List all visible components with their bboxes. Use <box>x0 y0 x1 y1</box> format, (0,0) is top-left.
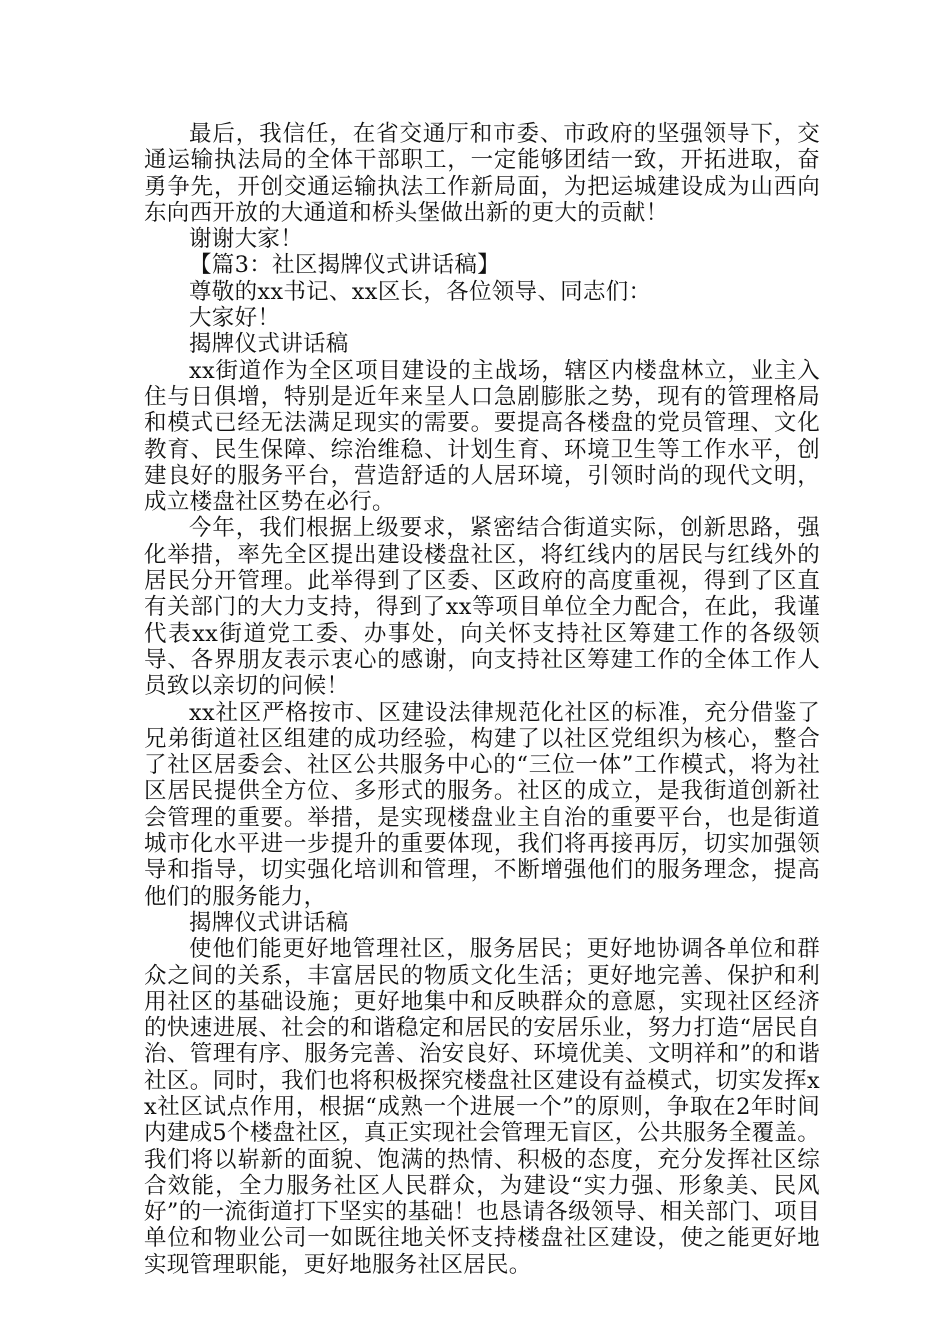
paragraph-body: 使他们能更好地管理社区，服务居民；更好地协调各单位和群众之间的关系，丰富居民的物质文化生活；更好地完善、保护和利用社区的基础设施；更好地集中和反映群众的意愿，实现社区经济的快速进展、社会的和谐稳定和居民的安居乐业，努力打造“居民自治、管理有序、服务完善、治安良好、环境优美、文明祥和”的和谐社区。同时，我们也将积极探究楼盘社区建设有益模式，切实发挥xx社区试点作用，根据“成熟一个进展一个”的原则，争取在2年时间内建成5个楼盘社区，真正实现社会管理无盲区，公共服务全覆盖。我们将以崭新的面貌、饱满的热情、积极的态度，充分发挥社区综合效能，全力服务社区人民群众，为建设“实力强、形象美、民风好”的一流街道打下坚实的基础！也恳请各级领导、相关部门、项目单位和物业公司一如既往地关怀支持楼盘社区建设，使之能更好地实现管理职能，更好地服务社区居民。 <box>144 936 820 1278</box>
paragraph-closing: 最后，我信任，在省交通厅和市委、市政府的坚强领导下，交通运输执法局的全体干部职工，一定能够团结一致，开拓进取，奋勇争先，开创交通运输执法工作新局面，为把运城建设成为山西向东向西开放的大通道和桥头堡做出新的更大的贡献！ <box>144 121 820 226</box>
paragraph-thanks: 谢谢大家！ <box>189 226 304 253</box>
paragraph-body: 今年，我们根据上级要求，紧密结合街道实际，创新思路，强化举措，率先全区提出建设楼盘社区，将红线内的居民与红线外的居民分开管理。此举得到了区委、区政府的高度重视，得到了区直有关部门的大力支持，得到了xx等项目单位全力配合，在此，我谨代表xx街道党工委、办事处，向关怀支持社区筹建工作的各级领导、各界朋友表示衷心的感谢，向支持社区筹建工作的全体工作人员致以亲切的问候！ <box>144 515 820 700</box>
paragraph-body: xx街道作为全区项目建设的主战场，辖区内楼盘林立，业主入住与日俱增，特别是近年来呈人口急剧膨胀之势，现有的管理格局和模式已经无法满足现实的需要。要提高各楼盘的党员管理、文化教育、民生保障、综治维稳、计划生育、环境卫生等工作水平，创建良好的服务平台，营造舒适的人居环境，引领时尚的现代文明，成立楼盘社区势在必行。 <box>144 357 820 516</box>
salutation: 尊敬的xx书记、xx区长，各位领导、同志们： <box>189 278 652 305</box>
document-body <box>144 121 820 1278</box>
greeting: 大家好！ <box>189 305 281 332</box>
paragraph-body: xx社区严格按市、区建设法律规范化社区的标准，充分借鉴了兄弟街道社区组建的成功经验，构建了以社区党组织为核心，整合了社区居委会、社区公共服务中心的“三位一体”工作模式，将为社区居民提供全方位、多形式的服务。社区的成立，是我街道创新社会管理的重要。举措，是实现楼盘业主自治的重要平台，也是街道城市化水平进一步提升的重要体现，我们将再接再厉，切实加强领导和指导，切实强化培训和管理，不断增强他们的服务理念，提高他们的服务能力， <box>144 699 820 910</box>
subheading: 揭牌仪式讲话稿 <box>189 331 349 358</box>
subheading: 揭牌仪式讲话稿 <box>189 909 349 936</box>
section-heading: 【篇3：社区揭牌仪式讲话稿】 <box>189 252 501 279</box>
